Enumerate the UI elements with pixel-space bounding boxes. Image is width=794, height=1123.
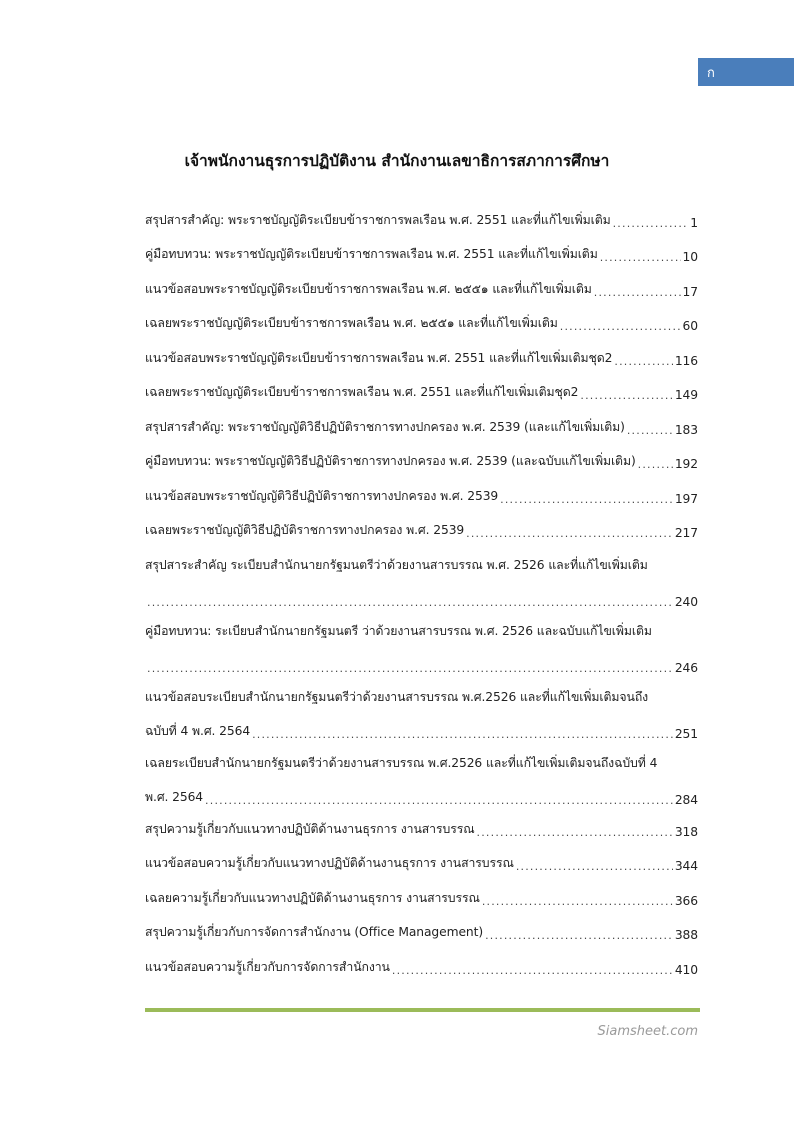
toc-entry-title: สรุปสารสำคัญ: พระราชบัญญัติระเบียบข้าราชการพลเรือน พ.ศ. 2551 และที่แก้ไขเพิ่มเติม [145,212,611,227]
dot-leader [477,826,673,839]
toc-entry[interactable] [145,338,698,373]
toc-entry[interactable] [145,442,698,477]
dot-leader [392,964,673,977]
toc-entry[interactable] [145,304,698,339]
dot-leader [594,286,681,299]
dot-leader [205,794,673,807]
toc-entry-page: 366 [674,893,698,908]
toc-entry-title: แนวข้อสอบพระราชบัญญัติระเบียบข้าราชการพลเรือน พ.ศ. ๒๕๕๑ และที่แก้ไขเพิ่มเติม [145,281,592,296]
toc-entry-page: 240 [674,595,698,609]
toc-entry-title: คู่มือทบทวน: พระราชบัญญัติวิธีปฏิบัติราชการทางปกครอง พ.ศ. 2539 (และฉบับแก้ไขเพิ่มเติม) [145,454,636,468]
toc-entry-title: เฉลยระเบียบสำนักนายกรัฐมนตรีว่าด้วยงานสารบรรณ พ.ศ.2526 และที่แก้ไขเพิ่มเติมจนถึงฉบับที่ 4 [145,756,658,770]
dot-leader [627,424,673,437]
toc-entry-page: 1 [690,215,698,230]
toc-entry-title: แนวข้อสอบระเบียบสำนักนายกรัฐมนตรีว่าด้วยงานสารบรรณ พ.ศ.2526 และที่แก้ไขเพิ่มเติมจนถึง [145,690,649,704]
toc-entry-title: คู่มือทบทวน: พระราชบัญญัติระเบียบข้าราชการพลเรือน พ.ศ. 2551 และที่แก้ไขเพิ่มเติม [145,247,598,261]
toc-entry[interactable] [145,407,698,442]
toc-entry[interactable] [145,476,698,511]
toc-entry-title-cont: พ.ศ. 2564 [145,790,204,804]
toc-entry[interactable] [145,947,698,982]
toc-entry-title-cont: ฉบับที่ 4 พ.ศ. 2564 [145,724,251,738]
toc-entry-page: 318 [674,824,698,839]
toc-entry[interactable] [145,235,698,270]
toc-entry-page: 149 [674,388,698,402]
toc-entry-page: 116 [674,353,698,368]
dot-leader [500,493,673,506]
dot-leader [613,217,689,230]
toc-entry-title: สรุปสารสำคัญ: พระราชบัญญัติวิธีปฏิบัติราชการทางปกครอง พ.ศ. 2539 (และแก้ไขเพิ่มเติม) [145,419,625,434]
toc-entry-title: คู่มือทบทวน: ระเบียบสำนักนายกรัฐมนตรี ว่าด้วยงานสารบรรณ พ.ศ. 2526 และฉบับแก้ไขเพิ่มเติม [145,624,652,638]
toc-entry[interactable] [145,269,698,304]
dot-leader [560,320,681,333]
toc-entry[interactable] [145,844,698,879]
dot-leader [614,355,672,368]
toc-entry-page: 17 [682,284,698,299]
page-number-tab [698,58,794,86]
toc-entry-title: แนวข้อสอบพระราชบัญญัติวิธีปฏิบัติราชการทางปกครอง พ.ศ. 2539 [145,488,499,503]
dot-leader [600,251,681,264]
toc-entry-title: แนวข้อสอบพระราชบัญญัติระเบียบข้าราชการพลเรือน พ.ศ. 2551 และที่แก้ไขเพิ่มเติมชุด2 [145,350,613,365]
dot-leader [482,895,673,908]
toc-entry[interactable] [145,809,698,844]
toc-entry-title: เฉลยพระราชบัญญัติวิธีปฏิบัติราชการทางปกครอง พ.ศ. 2539 [145,523,465,537]
toc-entry-page: 344 [674,859,698,873]
toc-entry-page: 246 [674,661,698,675]
dot-leader [147,662,673,675]
toc-entry[interactable] [145,743,698,809]
toc-entry-title: สรุปสาระสำคัญ ระเบียบสำนักนายกรัฐมนตรีว่าด้วยงานสารบรรณ พ.ศ. 2526 และที่แก้ไขเพิ่มเติม [145,558,648,572]
toc-entry[interactable] [145,878,698,913]
toc-entry-page: 284 [674,793,698,807]
toc-entry-page: 251 [674,727,698,741]
footer-brand: Siamsheet.com [597,1024,698,1039]
toc-entry-page: 217 [674,526,698,540]
dot-leader [516,860,673,873]
toc-entry[interactable] [145,511,698,546]
dot-leader [147,596,673,609]
toc-entry-page: 192 [674,457,698,471]
toc-entry-title: สรุปความรู้เกี่ยวกับการจัดการสำนักงาน (Office Management) [145,925,484,939]
toc-entry-title: เฉลยพระราชบัญญัติระเบียบข้าราชการพลเรือน พ.ศ. ๒๕๕๑ และที่แก้ไขเพิ่มเติม [145,316,558,330]
page-number-label: ก [707,65,715,81]
dot-leader [252,728,673,741]
toc-entry[interactable] [145,200,698,235]
toc-entry-title: แนวข้อสอบความรู้เกี่ยวกับแนวทางปฏิบัติด้านงานธุรการ งานสารบรรณ [145,856,514,870]
dot-leader [466,527,673,540]
toc-entry-page: 388 [674,928,698,942]
toc-entry-title: เฉลยพระราชบัญญัติระเบียบข้าราชการพลเรือน พ.ศ. 2551 และที่แก้ไขเพิ่มเติมชุด2 [145,385,579,399]
document-title: เจ้าพนักงานธุรการปฏิบัติงาน สำนักงานเลขาธิการสภาการศึกษา [184,152,610,170]
toc-entry-page: 410 [674,962,698,977]
toc-entry[interactable] [145,545,698,611]
toc-entry[interactable] [145,373,698,408]
toc-entry-page: 183 [674,422,698,437]
toc-entry-page: 10 [682,250,698,264]
toc-entry-title: เฉลยความรู้เกี่ยวกับแนวทางปฏิบัติด้านงานธุรการ งานสารบรรณ [145,890,480,905]
toc-entry[interactable] [145,611,698,677]
toc-entry[interactable] [145,913,698,948]
table-of-contents [145,200,698,982]
toc-entry-title: แนวข้อสอบความรู้เกี่ยวกับการจัดการสำนักงาน [145,959,390,974]
toc-entry-page: 197 [674,491,698,506]
dot-leader [485,929,673,942]
dot-leader [638,458,673,471]
footer-divider [145,1008,700,1012]
dot-leader [580,389,672,402]
toc-entry-title: สรุปความรู้เกี่ยวกับแนวทางปฏิบัติด้านงานธุรการ งานสารบรรณ [145,821,475,836]
toc-entry[interactable] [145,677,698,743]
toc-entry-page: 60 [682,319,698,333]
